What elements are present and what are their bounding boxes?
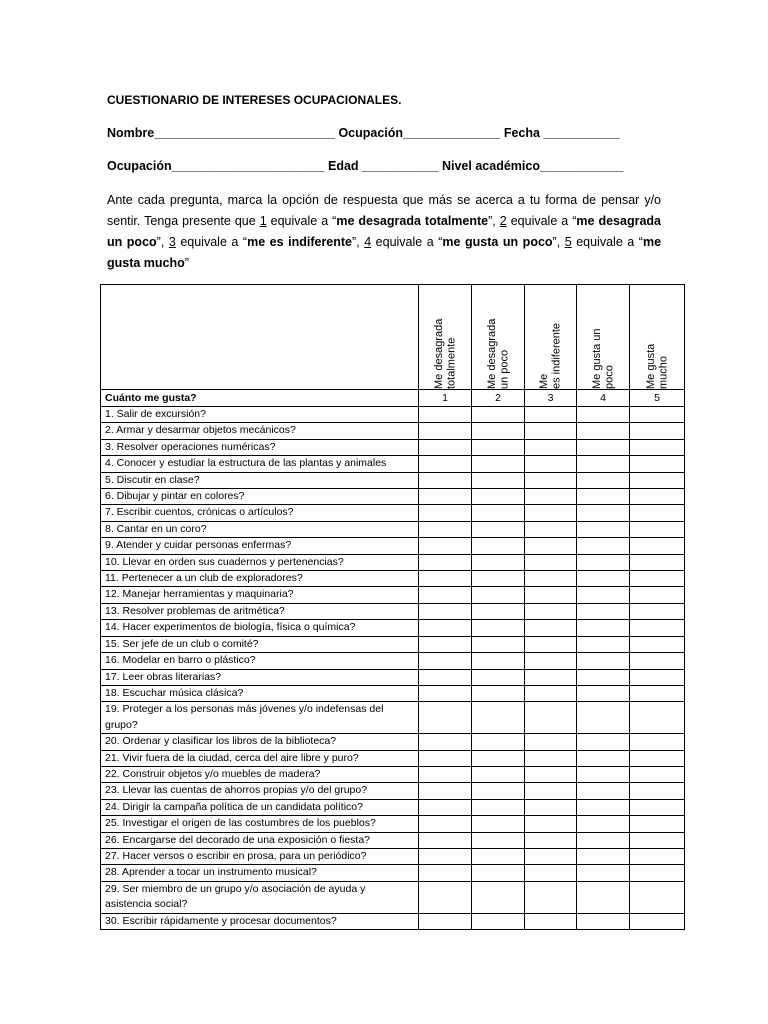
question-row [101,816,685,832]
answer-cell-1[interactable] [419,521,472,537]
answer-cell-3[interactable] [525,865,577,881]
answer-cell-2[interactable] [472,913,525,929]
question-row [101,554,685,570]
question-row [101,734,685,750]
question-text: 2. Armar y desarmar objetos mecánicos? [101,423,419,439]
question-text: 15. Ser jefe de un club o comité? [101,636,419,652]
question-row [101,538,685,554]
question-text: 7. Escribir cuentos, crónicas o artículos? [101,505,419,521]
answer-cell-4[interactable] [577,881,630,913]
question-row [101,472,685,488]
answer-cell-3[interactable] [525,636,577,652]
answer-cell-2[interactable] [472,669,525,685]
answer-cell-2[interactable] [472,685,525,701]
answer-cell-3[interactable] [525,816,577,832]
answer-cell-1[interactable] [419,505,472,521]
question-text: 9. Atender y cuidar personas enfermas? [101,538,419,554]
col-header-1: Me desagrada totalmente [419,285,472,390]
answer-cell-3[interactable] [525,489,577,505]
question-row [101,603,685,619]
column-header-row [101,285,685,390]
question-row [101,456,685,472]
question-row [101,587,685,603]
answer-cell-5[interactable] [630,816,685,832]
question-row [101,571,685,587]
answer-cell-2[interactable] [472,881,525,913]
answer-cell-4[interactable] [577,538,630,554]
answer-cell-2[interactable] [472,799,525,815]
scale-number: 4 [577,390,630,407]
answer-cell-2[interactable] [472,783,525,799]
question-row [101,489,685,505]
answer-cell-4[interactable] [577,799,630,815]
answer-cell-1[interactable] [419,881,472,913]
answer-cell-1[interactable] [419,472,472,488]
questionnaire-table [100,284,685,930]
answer-cell-2[interactable] [472,489,525,505]
answer-cell-5[interactable] [630,653,685,669]
col-header-3: Me es indiferente [525,285,577,390]
answer-cell-4[interactable] [577,783,630,799]
answer-cell-4[interactable] [577,423,630,439]
question-text: 6. Dibujar y pintar en colores? [101,489,419,505]
answer-cell-4[interactable] [577,653,630,669]
answer-cell-3[interactable] [525,603,577,619]
answer-cell-4[interactable] [577,734,630,750]
answer-cell-2[interactable] [472,407,525,423]
answer-cell-5[interactable] [630,913,685,929]
answer-cell-5[interactable] [630,669,685,685]
answer-cell-4[interactable] [577,439,630,455]
answer-cell-4[interactable] [577,685,630,701]
question-text: 28. Aprender a tocar un instrumento musical? [101,865,419,881]
question-text: 4. Conocer y estudiar la estructura de las plantas y animales [101,456,419,472]
answer-cell-3[interactable] [525,620,577,636]
answer-cell-3[interactable] [525,783,577,799]
answer-cell-1[interactable] [419,734,472,750]
answer-cell-3[interactable] [525,439,577,455]
answer-cell-3[interactable] [525,766,577,782]
answer-cell-5[interactable] [630,766,685,782]
answer-cell-1[interactable] [419,913,472,929]
answer-cell-1[interactable] [419,750,472,766]
scale-number: 1 [419,390,472,407]
answer-cell-5[interactable] [630,538,685,554]
answer-cell-5[interactable] [630,489,685,505]
answer-cell-3[interactable] [525,423,577,439]
scale-number: 5 [630,390,685,407]
question-text: 19. Proteger a los personas más jóvenes y/o indefensas del grupo? [101,702,419,734]
question-text: 5. Discutir en clase? [101,472,419,488]
question-row [101,669,685,685]
answer-cell-3[interactable] [525,407,577,423]
answer-cell-2[interactable] [472,636,525,652]
answer-cell-1[interactable] [419,766,472,782]
answer-cell-3[interactable] [525,702,577,734]
question-row [101,783,685,799]
answer-cell-4[interactable] [577,816,630,832]
answer-cell-5[interactable] [630,587,685,603]
question-text: 10. Llevar en orden sus cuadernos y pertenencias? [101,554,419,570]
answer-cell-3[interactable] [525,913,577,929]
answer-cell-2[interactable] [472,603,525,619]
scale-number: 2 [472,390,525,407]
answer-cell-3[interactable] [525,571,577,587]
answer-cell-3[interactable] [525,848,577,864]
answer-cell-1[interactable] [419,799,472,815]
question-text: 1. Salir de excursión? [101,407,419,423]
answer-cell-1[interactable] [419,554,472,570]
answer-cell-5[interactable] [630,505,685,521]
answer-cell-2[interactable] [472,472,525,488]
question-row [101,766,685,782]
question-row [101,881,685,913]
answer-cell-3[interactable] [525,799,577,815]
answer-cell-3[interactable] [525,554,577,570]
answer-cell-4[interactable] [577,832,630,848]
answer-cell-1[interactable] [419,620,472,636]
answer-cell-2[interactable] [472,456,525,472]
answer-cell-4[interactable] [577,587,630,603]
question-text: 11. Pertenecer a un club de exploradores? [101,571,419,587]
answer-cell-4[interactable] [577,571,630,587]
question-text: 13. Resolver problemas de aritmética? [101,603,419,619]
question-text: 24. Dirigir la campaña política de un candidata político? [101,799,419,815]
personal-fields-line-2: Ocupación______________________ Edad ___________ Nivel académico____________ [107,159,624,173]
question-row [101,636,685,652]
question-text: 20. Ordenar y clasificar los libros de la biblioteca? [101,734,419,750]
document-title: CUESTIONARIO DE INTERESES OCUPACIONALES. [107,93,402,107]
answer-cell-5[interactable] [630,734,685,750]
answer-cell-3[interactable] [525,653,577,669]
question-text: 22. Construir objetos y/o muebles de madera? [101,766,419,782]
answer-cell-2[interactable] [472,439,525,455]
answer-cell-5[interactable] [630,456,685,472]
answer-cell-3[interactable] [525,685,577,701]
answer-cell-4[interactable] [577,848,630,864]
question-text: 21. Vivir fuera de la ciudad, cerca del aire libre y puro? [101,750,419,766]
answer-cell-5[interactable] [630,521,685,537]
answer-cell-4[interactable] [577,489,630,505]
answer-cell-4[interactable] [577,702,630,734]
answer-cell-5[interactable] [630,848,685,864]
question-text: 30. Escribir rápidamente y procesar documentos? [101,913,419,929]
question-text: 27. Hacer versos o escribir en prosa, para un periódico? [101,848,419,864]
question-text: 17. Leer obras literarias? [101,669,419,685]
header-blank-cell [101,285,419,390]
answer-cell-4[interactable] [577,750,630,766]
question-row [101,685,685,701]
question-row [101,439,685,455]
answer-cell-5[interactable] [630,439,685,455]
answer-cell-5[interactable] [630,799,685,815]
answer-cell-1[interactable] [419,865,472,881]
question-row [101,913,685,929]
answer-cell-5[interactable] [630,636,685,652]
answer-cell-3[interactable] [525,832,577,848]
answer-cell-4[interactable] [577,554,630,570]
answer-cell-3[interactable] [525,456,577,472]
question-text: 8. Cantar en un coro? [101,521,419,537]
answer-cell-5[interactable] [630,702,685,734]
answer-cell-1[interactable] [419,603,472,619]
answer-cell-1[interactable] [419,669,472,685]
answer-cell-5[interactable] [630,750,685,766]
answer-cell-4[interactable] [577,472,630,488]
answer-cell-4[interactable] [577,603,630,619]
answer-cell-3[interactable] [525,472,577,488]
question-row [101,521,685,537]
answer-cell-1[interactable] [419,848,472,864]
question-text: 12. Manejar herramientas y maquinaria? [101,587,419,603]
answer-cell-2[interactable] [472,766,525,782]
answer-cell-2[interactable] [472,865,525,881]
answer-cell-2[interactable] [472,832,525,848]
answer-cell-3[interactable] [525,505,577,521]
question-text: 16. Modelar en barro o plástico? [101,653,419,669]
answer-cell-2[interactable] [472,505,525,521]
col-header-5: Me gusta mucho [630,285,685,390]
question-row [101,407,685,423]
answer-cell-3[interactable] [525,881,577,913]
answer-cell-1[interactable] [419,538,472,554]
answer-cell-5[interactable] [630,571,685,587]
col-header-2: Me desagrada un poco [472,285,525,390]
answer-cell-1[interactable] [419,636,472,652]
answer-cell-2[interactable] [472,571,525,587]
scale-label: Cuánto me gusta? [101,390,419,407]
answer-cell-2[interactable] [472,750,525,766]
answer-cell-4[interactable] [577,505,630,521]
question-text: 14. Hacer experimentos de biología, física o química? [101,620,419,636]
answer-cell-4[interactable] [577,407,630,423]
answer-cell-3[interactable] [525,734,577,750]
answer-cell-1[interactable] [419,587,472,603]
answer-cell-1[interactable] [419,832,472,848]
answer-cell-1[interactable] [419,783,472,799]
question-row [101,702,685,734]
answer-cell-5[interactable] [630,423,685,439]
question-row [101,620,685,636]
question-row [101,865,685,881]
question-row [101,848,685,864]
answer-cell-1[interactable] [419,489,472,505]
answer-cell-5[interactable] [630,554,685,570]
scale-number: 3 [525,390,577,407]
question-text: 18. Escuchar música clásica? [101,685,419,701]
answer-cell-1[interactable] [419,439,472,455]
answer-cell-3[interactable] [525,521,577,537]
question-row [101,423,685,439]
answer-cell-2[interactable] [472,521,525,537]
answer-cell-1[interactable] [419,816,472,832]
answer-cell-5[interactable] [630,865,685,881]
scale-row [101,390,685,407]
answer-cell-1[interactable] [419,571,472,587]
answer-cell-1[interactable] [419,423,472,439]
answer-cell-5[interactable] [630,472,685,488]
answer-cell-2[interactable] [472,653,525,669]
answer-cell-3[interactable] [525,587,577,603]
answer-cell-5[interactable] [630,603,685,619]
question-row [101,799,685,815]
personal-fields-line-1: Nombre__________________________ Ocupación______________ Fecha ___________ [107,126,620,140]
answer-cell-4[interactable] [577,620,630,636]
answer-cell-1[interactable] [419,407,472,423]
answer-cell-2[interactable] [472,620,525,636]
col-header-4: Me gusta un poco [577,285,630,390]
answer-cell-1[interactable] [419,685,472,701]
answer-cell-4[interactable] [577,521,630,537]
answer-cell-1[interactable] [419,653,472,669]
instructions-paragraph: Ante cada pregunta, marca la opción de respuesta que más se acerca a tu forma de pensar y/o sentir. Tenga presente que 1 equivale a “me desagrada totalmente”, 2 equivale a “me desagrada un poco”, 3 equivale a “me es indiferente”, 4 equivale a “me gusta un poco”, 5 equivale a “me gusta mucho” [107,193,662,270]
answer-cell-5[interactable] [630,685,685,701]
answer-cell-3[interactable] [525,750,577,766]
question-row [101,750,685,766]
answer-cell-2[interactable] [472,587,525,603]
answer-cell-5[interactable] [630,620,685,636]
question-text: 29. Ser miembro de un grupo y/o asociación de ayuda y asistencia social? [101,881,419,913]
answer-cell-2[interactable] [472,734,525,750]
question-row [101,653,685,669]
answer-cell-2[interactable] [472,538,525,554]
answer-cell-4[interactable] [577,913,630,929]
question-text: 23. Llevar las cuentas de ahorros propias y/o del grupo? [101,783,419,799]
answer-cell-2[interactable] [472,816,525,832]
answer-cell-4[interactable] [577,865,630,881]
question-row [101,505,685,521]
answer-cell-2[interactable] [472,702,525,734]
answer-cell-2[interactable] [472,554,525,570]
answer-cell-1[interactable] [419,702,472,734]
question-row [101,832,685,848]
answer-cell-1[interactable] [419,456,472,472]
answer-cell-4[interactable] [577,636,630,652]
answer-cell-2[interactable] [472,848,525,864]
answer-cell-3[interactable] [525,669,577,685]
answer-cell-4[interactable] [577,456,630,472]
answer-cell-5[interactable] [630,407,685,423]
answer-cell-5[interactable] [630,832,685,848]
answer-cell-5[interactable] [630,881,685,913]
answer-cell-4[interactable] [577,766,630,782]
question-text: 3. Resolver operaciones numéricas? [101,439,419,455]
answer-cell-5[interactable] [630,783,685,799]
answer-cell-3[interactable] [525,538,577,554]
answer-cell-2[interactable] [472,423,525,439]
question-text: 25. Investigar el origen de las costumbres de los pueblos? [101,816,419,832]
question-text: 26. Encargarse del decorado de una exposición o fiesta? [101,832,419,848]
answer-cell-4[interactable] [577,669,630,685]
